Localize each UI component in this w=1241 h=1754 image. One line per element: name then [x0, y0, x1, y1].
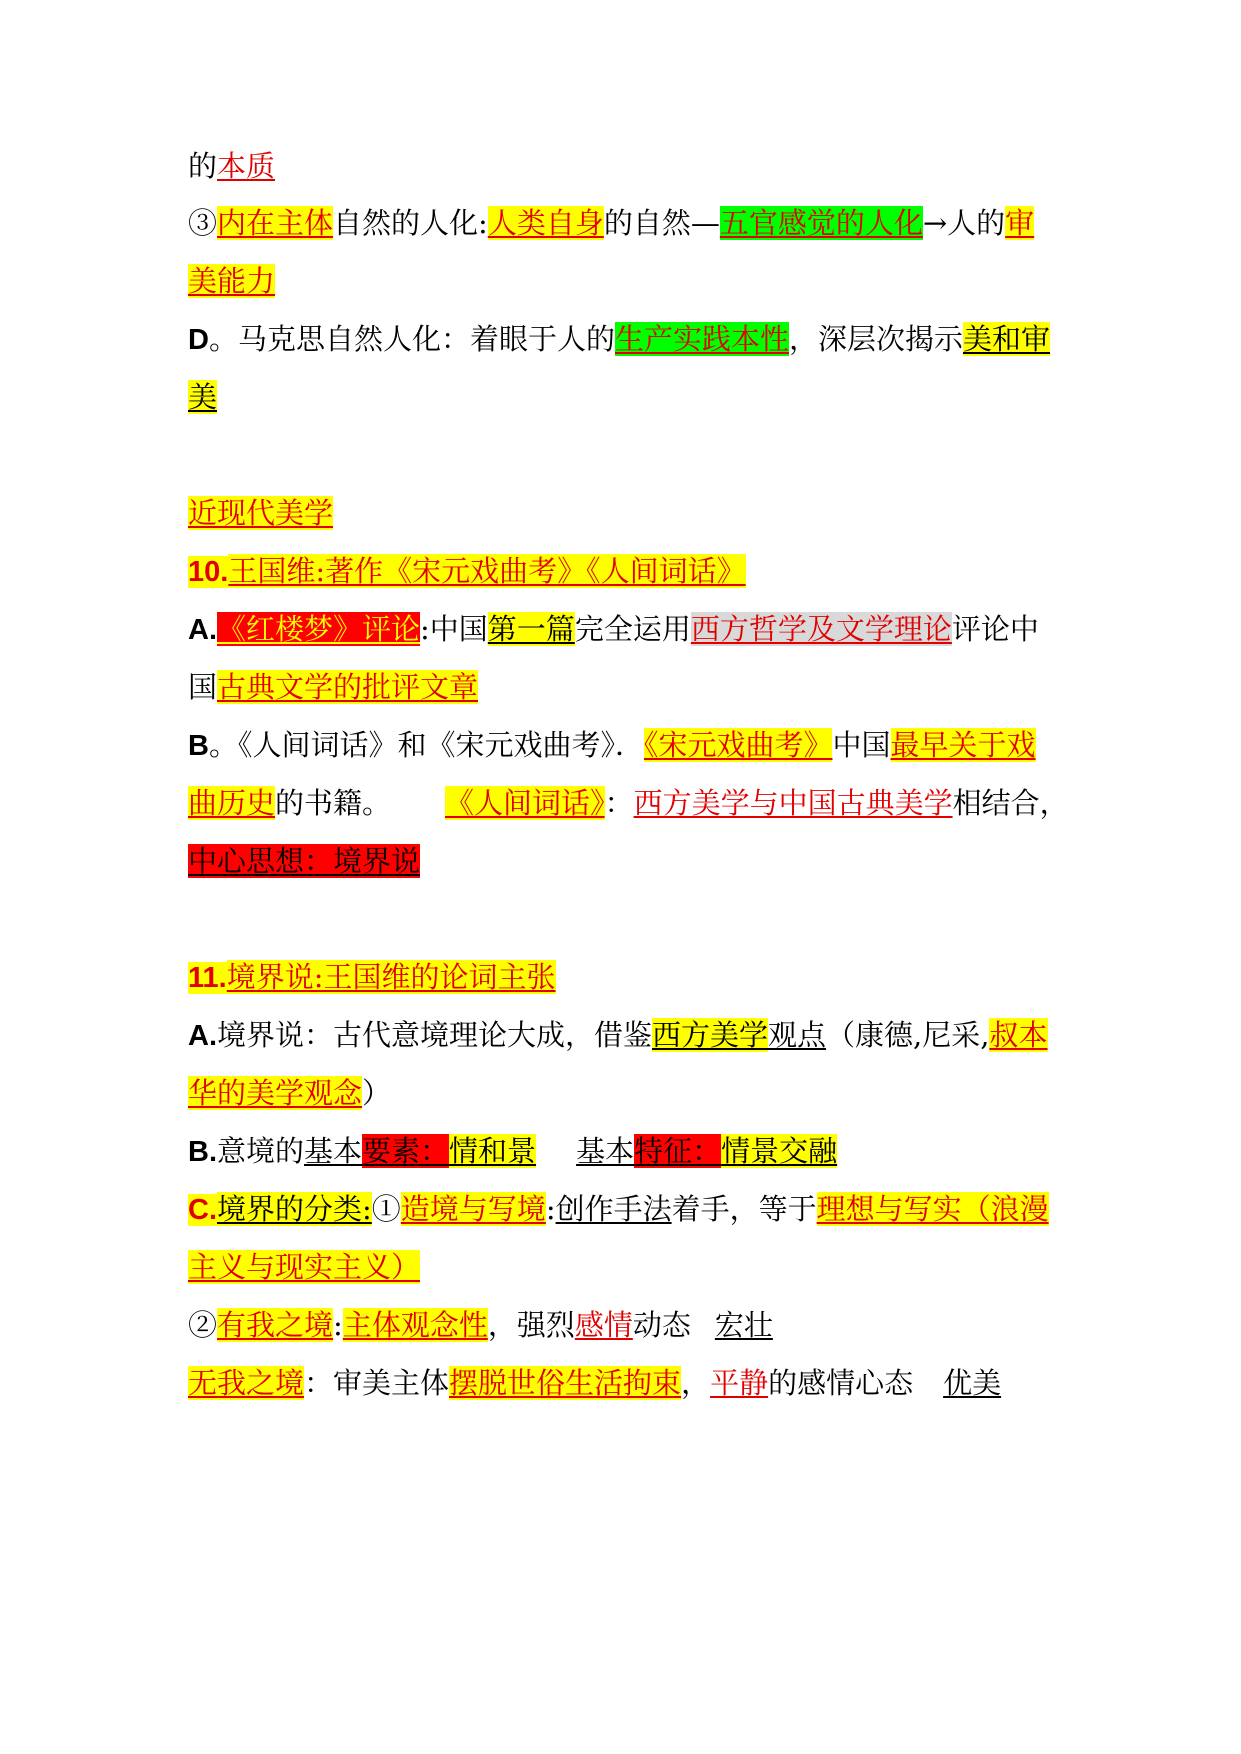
- text-line-8: [188, 609, 1039, 649]
- text-line-4: [188, 319, 1050, 359]
- underlined-text: 宏壮: [714, 1308, 773, 1342]
- text-line-1: [188, 146, 275, 186]
- highlight-text: 情和景: [449, 1134, 537, 1168]
- text: ：审美主体: [304, 1366, 450, 1400]
- highlight-text: 境界说:王国维的论词主张: [226, 960, 556, 994]
- highlight-text: 特征：: [634, 1134, 722, 1168]
- underlined-text: 优美: [943, 1366, 1002, 1400]
- highlight-text: 理想与写实（浪漫: [816, 1192, 1049, 1226]
- text-line-11: [188, 783, 1069, 823]
- item-heading-10: [188, 551, 746, 591]
- highlight-text: 王国维:著作《宋元戏曲考》《人间词话》: [228, 554, 746, 588]
- highlight-text: 古典文学的批评文章: [217, 670, 479, 704]
- item-number: 10.: [188, 556, 229, 588]
- highlight-text: 生产实践本性: [614, 322, 789, 356]
- highlight-text: 主体观念性: [342, 1308, 488, 1342]
- highlight-text: 摆脱世俗生活拘束: [449, 1366, 682, 1400]
- text-line-10: [188, 725, 1036, 765]
- highlight-text: 《宋元戏曲考》: [643, 728, 833, 762]
- text: 中国: [832, 728, 891, 762]
- item-heading-11: [188, 957, 556, 997]
- underlined-text: 观点: [768, 1018, 827, 1052]
- text-line-17: [188, 1189, 1049, 1229]
- highlight-text: 审: [1005, 206, 1035, 240]
- highlight-text: 美: [188, 380, 218, 414]
- highlight-text: 无我之境: [188, 1366, 305, 1400]
- highlight-text: 近现代美学: [188, 496, 334, 530]
- text: 相结合，: [952, 786, 1069, 820]
- text: 着手，等于: [671, 1192, 817, 1226]
- text: 国: [188, 670, 218, 704]
- text: ）: [362, 1076, 392, 1110]
- highlight-text: 有我之境: [217, 1308, 334, 1342]
- underlined-text: 创作手法: [555, 1192, 672, 1226]
- item-letter: A.: [188, 614, 217, 646]
- text: 的: [188, 149, 218, 183]
- text: 境界说：古代意境理论大成，借鉴: [217, 1018, 653, 1052]
- text: 的感情心态: [768, 1366, 914, 1400]
- text-line-14: [188, 1015, 1048, 1055]
- highlight-text: 华的美学观念: [188, 1076, 363, 1110]
- item-letter: B.: [188, 1136, 217, 1168]
- text: →人的: [922, 206, 1006, 240]
- text-line-19: [188, 1305, 773, 1345]
- item-letter: D: [188, 324, 209, 356]
- item-letter: B: [188, 730, 209, 762]
- text: 。《人间词话》和《宋元戏曲考》．: [208, 728, 644, 762]
- text: 。马克思自然人化：着眼于人的: [208, 322, 615, 356]
- highlight-text: 主义与现实主义）: [188, 1250, 421, 1284]
- highlight-text: 《人间词话》: [445, 786, 605, 820]
- highlight-text: 人类自身: [487, 206, 604, 240]
- text: :: [545, 1192, 556, 1226]
- highlight-text: 西方哲学及文学理论: [690, 612, 952, 646]
- highlight-text: 情景交融: [721, 1134, 838, 1168]
- text-line-20: [188, 1363, 1001, 1403]
- highlight-text: 感情: [574, 1308, 633, 1342]
- highlight-text: 美和审: [963, 322, 1051, 356]
- highlight-text: 第一篇: [487, 612, 575, 646]
- text: 意境的: [217, 1134, 305, 1168]
- highlight-text: 美能力: [188, 264, 276, 298]
- highlight-text: 中心思想：境界说: [188, 844, 421, 878]
- highlight-text: 境界的分类:: [217, 1192, 372, 1226]
- text: 评论中: [951, 612, 1039, 646]
- text: 自然的人化:: [333, 206, 488, 240]
- item-letter: A.: [188, 1020, 217, 1052]
- text-line-3: [188, 261, 275, 301]
- text-line-18: [188, 1247, 420, 1287]
- section-heading: [188, 493, 333, 533]
- text-line-9: [188, 667, 478, 707]
- highlight-text: 曲历史: [188, 786, 276, 820]
- underlined-text: 基本: [304, 1134, 363, 1168]
- highlight-text: 西方美学: [652, 1018, 769, 1052]
- text: ，强烈: [487, 1308, 575, 1342]
- text: ，: [681, 1366, 711, 1400]
- highlight-text: 内在主体: [217, 206, 334, 240]
- text: 的自然—: [603, 206, 720, 240]
- highlight-text: 西方美学与中国古典美学: [633, 786, 953, 820]
- underlined-text: 基本: [576, 1134, 635, 1168]
- highlight-text: 要素：: [362, 1134, 450, 1168]
- circled-number: ②: [188, 1308, 218, 1342]
- circled-number: ③: [188, 206, 218, 240]
- text: （康德,尼采,: [826, 1018, 990, 1052]
- circled-number: ①: [371, 1192, 401, 1226]
- item-letter: C.: [188, 1194, 217, 1226]
- highlight-text: 最早关于戏: [890, 728, 1036, 762]
- highlight-text: 叔本: [989, 1018, 1048, 1052]
- text-line-16: [188, 1131, 837, 1171]
- text: 动态: [632, 1308, 691, 1342]
- highlight-text: 五官感觉的人化: [719, 206, 923, 240]
- highlight-text: 平静: [710, 1366, 769, 1400]
- text: :中国: [420, 612, 488, 646]
- highlight-text: 本质: [217, 149, 276, 183]
- text-line-5: [188, 377, 217, 417]
- text-line-12: [188, 841, 420, 881]
- highlight-text: 《红楼梦》评论: [217, 612, 421, 646]
- text: ，深层次揭示: [788, 322, 963, 356]
- text-line-2: [188, 203, 1034, 243]
- text: :: [333, 1308, 343, 1342]
- highlight-text: 造境与写境: [400, 1192, 546, 1226]
- item-number: 11.: [188, 962, 227, 994]
- text: 完全运用: [574, 612, 691, 646]
- text-line-15: [188, 1073, 391, 1113]
- text: ：: [604, 786, 634, 820]
- text: 的书籍。: [275, 786, 392, 820]
